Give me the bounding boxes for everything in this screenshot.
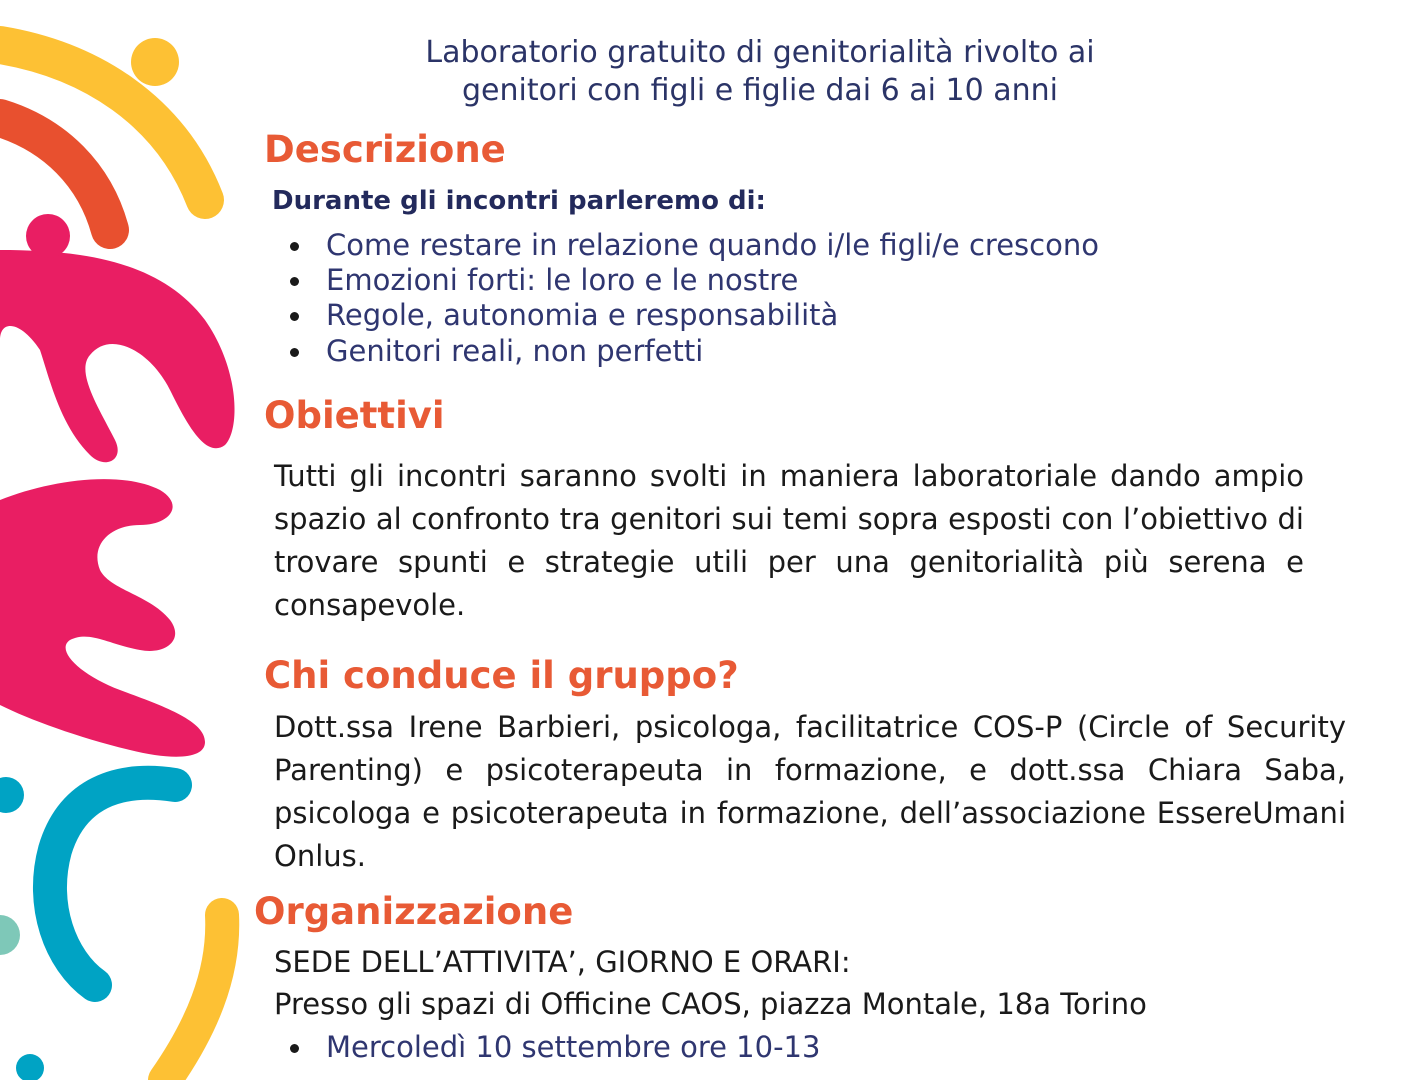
pink-shape-lower — [0, 479, 205, 757]
blue-dot-left — [0, 777, 24, 813]
yellow-arc-bottom — [165, 915, 222, 1080]
pink-dot-upper — [26, 214, 70, 258]
blue-arc — [50, 783, 175, 985]
red-arc — [0, 118, 110, 230]
list-item: Mercoledì 10 settembre ore 10-13 — [290, 1030, 820, 1066]
obiettivi-heading: Obiettivi — [264, 394, 445, 437]
organizzazione-label: SEDE DELL’ATTIVITA’, GIORNO E ORARI: — [274, 945, 851, 979]
list-item: Emozioni forti: le loro e le nostre — [290, 263, 1099, 298]
organizzazione-dates — [290, 1030, 820, 1066]
teal-dot — [0, 915, 20, 955]
subtitle — [360, 34, 1160, 110]
blue-dot-bottom — [16, 1054, 44, 1080]
conduce-heading: Chi conduce il gruppo? — [264, 654, 739, 697]
descrizione-intro: Durante gli incontri parleremo di: — [272, 186, 766, 216]
descrizione-heading: Descrizione — [264, 128, 506, 171]
decorative-shapes — [0, 0, 290, 1080]
obiettivi-text: Tutti gli incontri saranno svolti in maniera laboratoriale dando ampio spazio al confronto tra genitori sui temi sopra esposti con l’obiettivo di trovare spunti e strategie utili per una genitorialità più serena e consapevole. — [274, 459, 1304, 622]
list-item: Genitori reali, non perfetti — [290, 334, 1099, 369]
organizzazione-heading: Organizzazione — [254, 890, 574, 933]
conduce-text: Dott.ssa Irene Barbieri, psicologa, facilitatrice COS-P (Circle of Security Parenting) e psicoterapeuta in formazione, e dott.ssa Chiara Saba, psicologa e psicoterapeuta in formazione, dell’associazione EssereUmani Onlus. — [274, 710, 1346, 873]
list-item: Regole, autonomia e responsabilità — [290, 298, 1099, 334]
organizzazione-location: Presso gli spazi di Officine CAOS, piazza Montale, 18a Torino — [274, 987, 1147, 1021]
pink-shape-upper — [0, 250, 235, 462]
descrizione-list — [290, 228, 1099, 369]
list-item: Come restare in relazione quando i/le figli/e crescono — [290, 228, 1099, 263]
yellow-dot-top — [131, 38, 179, 86]
subtitle-line-2: genitori con figli e figlie dai 6 ai 10 anni — [462, 73, 1058, 108]
subtitle-line-1: Laboratorio gratuito di genitorialità rivolto ai — [425, 35, 1095, 70]
